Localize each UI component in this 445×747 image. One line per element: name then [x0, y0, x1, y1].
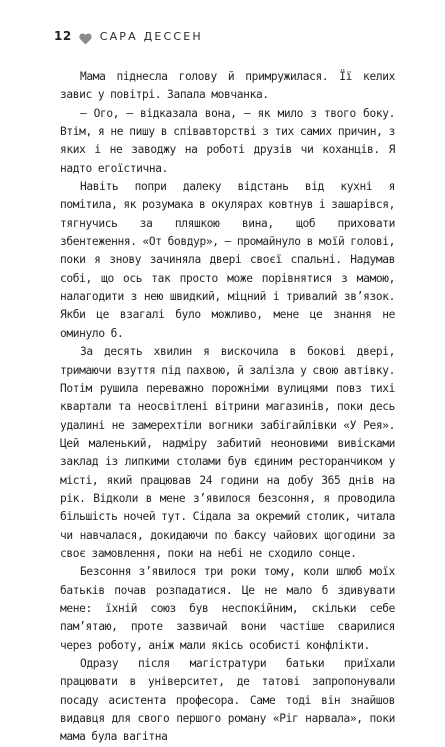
paragraph: Мама піднесла голову й примружилася. Її келих завис у повітрі. Запала мовчанка. — [60, 70, 395, 102]
paragraph: — Ого, — відказала вона, — як мило з твого боку. Втім, я не пишу в співавторстві з тих самих причин, з яких і не заводжу на роботі друзів чи коханців. Я надто егоїстична. — [60, 106, 395, 175]
paragraph: Одразу після магістратури батьки приїхали працювати в університет, де татові запропонували посаду асистента професора. Саме тоді він знайшов видавця для свого першого роману «Ріг нарвала», поки мама була вагітна — [60, 657, 395, 744]
running-head-author: САРА ДЕССЕН — [99, 29, 203, 43]
paragraph: Навіть попри далеку відстань від кухні я помітила, як розумака в окулярах ковтнув і зашарівся, тягнучись за пляшкою вина, щоб приховати збентеження. «От бовдур», — промайнуло в моїй голові, поки я знову зачиняла двері своєї спальні. Надумав собі, що ось так просто може порівнятися з мамою, налагодити з нею швидкий, міцний і тривалий зв’язок. Якби це взагалі було можливо, мене це знання не оминуло б. — [60, 180, 395, 340]
heart-icon — [79, 30, 92, 42]
paragraph: За десять хвилин я вискочила в бокові двері, тримаючи взуття під пахвою, й залізла у свою автівку. Потім рушила переважно порожніми вулицями повз тихі квартали та неосвітлені вітрини магазинів, поки десь удалині не замерехтіли вогники забігайлівки «У Рея». Цей маленький, надміру забитий неоновими вивісками заклад із липкими столами був єдиним ресторанчиком у місті, який працював 24 години на добу 365 днів на рік. Відколи в мене з’явилося безсоння, я проводила більшість ночей тут. Сідала за окремий столик, читала чи навчалася, докидаючи по баксу чайових щогодини за своє замовлення, поки на небі не сходило сонце. — [60, 345, 395, 560]
book-page — [54, 26, 395, 747]
body-text — [60, 68, 395, 747]
paragraph: Безсоння з’явилося три роки тому, коли шлюб моїх батьків почав розпадатися. Це не мало б здивувати мене: їхній союз був неспокійним, скільки себе пам’ятаю, проте зазвичай вони частіше сварилися через роботу, аніж мали якісь особисті конфлікти. — [60, 565, 395, 652]
page-number: 12 — [54, 29, 72, 43]
running-head — [54, 26, 395, 46]
